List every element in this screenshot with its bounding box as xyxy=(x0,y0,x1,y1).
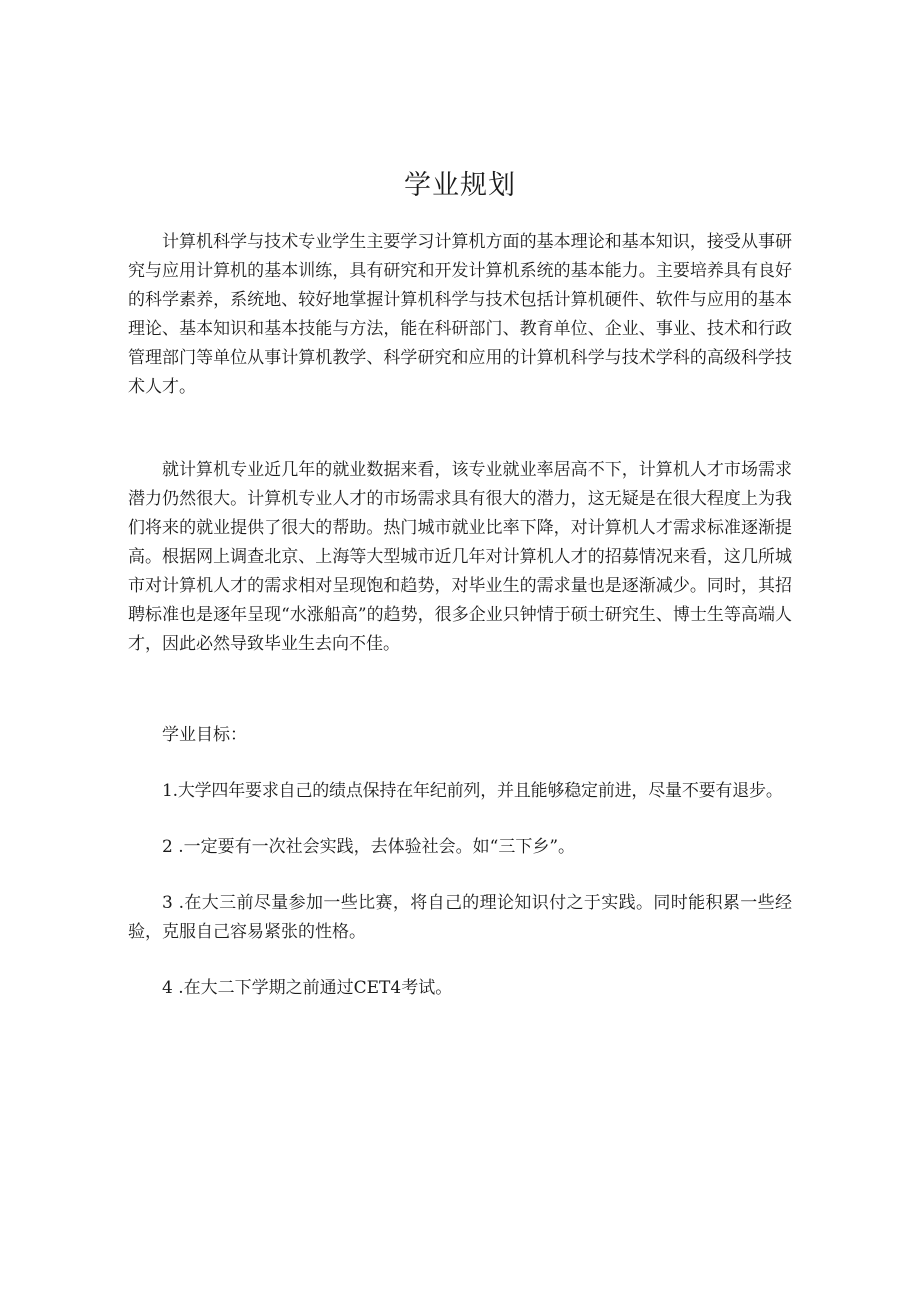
goals-label: 学业目标： xyxy=(162,725,247,745)
employment-paragraph: 就计算机专业近几年的就业数据来看，该专业就业率居高不下，计算机人才市场需求潜力仍然很大。计算机专业人才的市场需求具有很大的潜力，这无疑是在很大程度上为我们将来的就业提供了很大的帮助。热门城市就业比率下降，对计算机人才需求标准逐渐提高。根据网上调查北京、上海等大型城市近几年对计算机人才的招募情况来看，这几所城市对计算机人才的需求相对呈现饱和趋势，对毕业生的需求量也是逐渐减少。同时，其招聘标准也是逐年呈现“水涨船高”的趋势，很多企业只钟情于硕士研究生、博士生等高端人才，因此必然导致毕业生去向不佳。 xyxy=(128,460,792,654)
goal-item-2: 2 .一定要有一次社会实践，去体验社会。如“三下乡”。 xyxy=(162,837,576,857)
goal-item-1: 1.大学四年要求自己的绩点保持在年纪前列，并且能够稳定前进，尽量不要有退步。 xyxy=(162,781,783,801)
intro-paragraph: 计算机科学与技术专业学生主要学习计算机方面的基本理论和基本知识，接受从事研究与应用计算机的基本训练，具有研究和开发计算机系统的基本能力。主要培养具有良好的科学素养，系统地、较好地掌握计算机科学与技术包括计算机硬件、软件与应用的基本理论、基本知识和基本技能与方法，能在科研部门、教育单位、企业、事业、技术和行政管理部门等单位从事计算机教学、科学研究和应用的计算机科学与技术学科的高级科学技术人才。 xyxy=(128,232,792,397)
goal-item-3: 3 .在大三前尽量参加一些比赛，将自己的理论知识付之于实践。同时能积累一些经验，克服自己容易紧张的性格。 xyxy=(128,893,792,942)
page-title: 学业规划 xyxy=(404,170,516,201)
goal-item-4: 4 .在大二下学期之前通过CET4考试。 xyxy=(162,978,453,998)
